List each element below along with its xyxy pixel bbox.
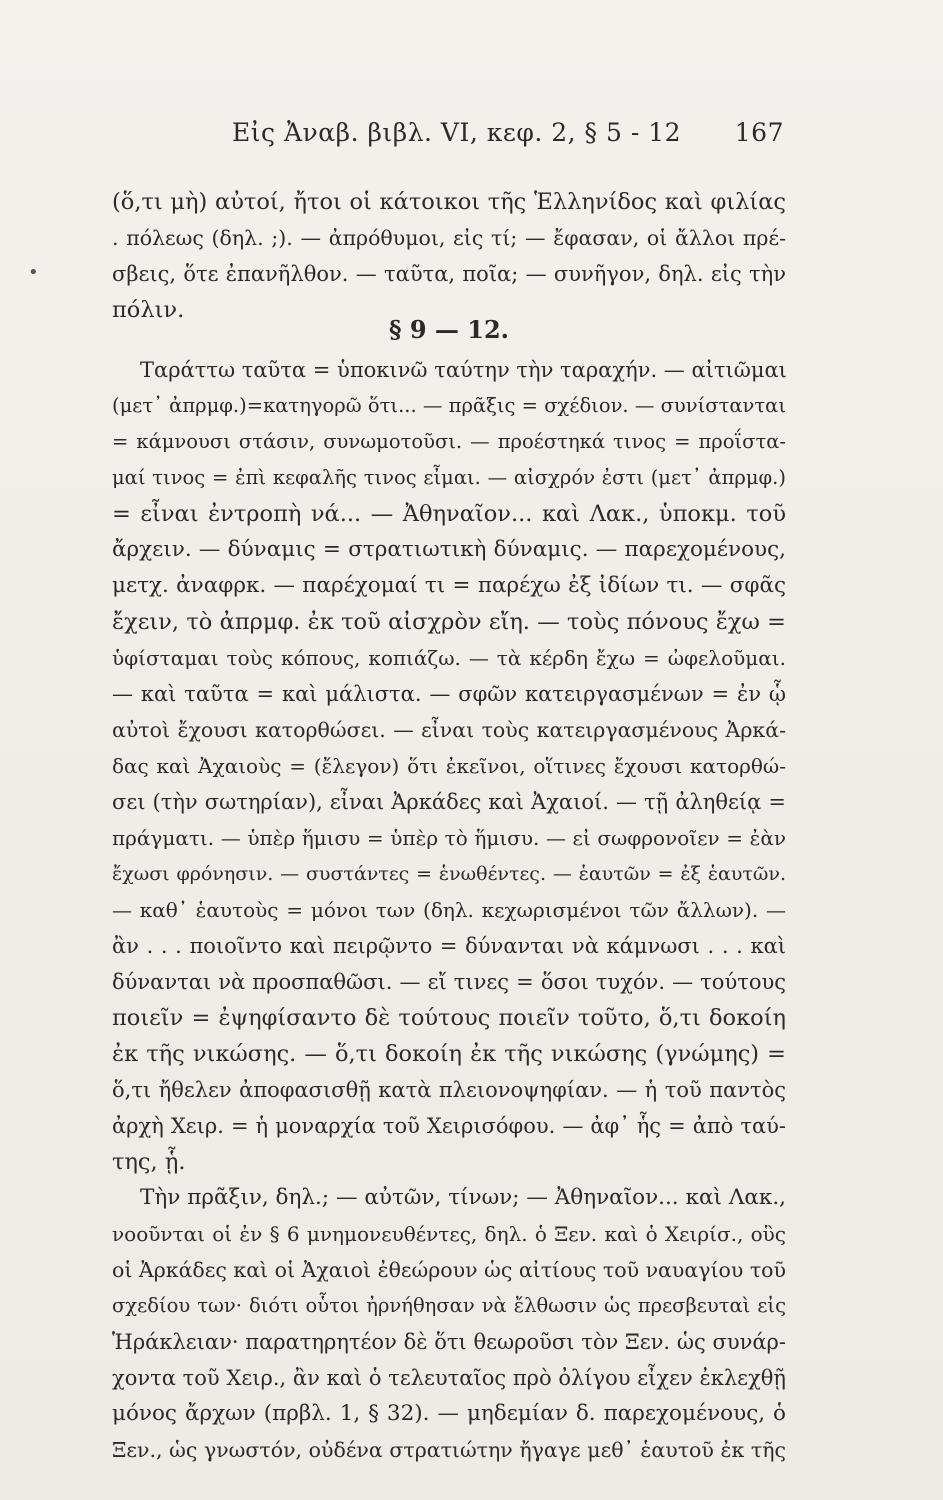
margin-mark: •	[28, 262, 39, 283]
text-line: ἂν . . . ποιοῖντο καὶ πειρῷντο = δύνανται νὰ κάμνωσι . . . καὶ	[112, 934, 786, 958]
text-line: ἄρχειν. — δύναμις = στρατιωτικὴ δύναμις. — παρεχομένους,	[112, 537, 786, 562]
text-line: Τὴν πρᾶξιν, δηλ.; — αὐτῶν, τίνων; — Ἀθηναῖον... καὶ Λακ.,	[140, 1185, 786, 1210]
text-line: ὑφίσταμαι τοὺς κόπους, κοπιάζω. — τὰ κέρδη ἔχω = ὠφελοῦμαι.	[112, 646, 786, 670]
text-line: ποιεῖν = ἐψηφίσαντο δὲ τούτους ποιεῖν τοῦτο, ὅ,τι δοκοίη	[112, 1005, 786, 1031]
text-line: — καθ᾿ ἑαυτοὺς = μόνοι των (δηλ. κεχωρισμένοι τῶν ἄλλων). —	[112, 898, 786, 922]
text-line: = εἶναι ἐντροπὴ νά... — Ἀθηναῖον... καὶ Λακ., ὑποκμ. τοῦ	[112, 501, 786, 527]
text-line: της, ᾗ.	[112, 1149, 186, 1175]
page-number: 167	[734, 118, 784, 147]
text-line: Ξεν., ὡς γνωστόν, οὐδένα στρατιώτην ἤγαγε μεθ᾿ ἑαυτοῦ ἐκ τῆς	[112, 1438, 786, 1462]
text-line: δύνανται νὰ προσπαθῶσι. — εἴ τινες = ὅσοι τυχόν. — τούτους	[112, 970, 786, 994]
text-line: ἔχειν, τὸ ἀπρμφ. ἐκ τοῦ αἰσχρὸν εἴη. — τοὺς πόνους ἔχω =	[112, 609, 786, 635]
text-line: πόλιν.	[112, 297, 185, 323]
text-line: σει (τὴν σωτηρίαν), εἶναι Ἀρκάδες καὶ Ἀχαιοί. — τῇ ἀληθείᾳ =	[112, 790, 786, 814]
text-line: οἱ Ἀρκάδες καὶ οἱ Ἀχαιοὶ ἐθεώρουν ὡς αἰτίους τοῦ ναυαγίου τοῦ	[112, 1258, 786, 1282]
section-heading: § 9 — 12.	[388, 315, 510, 344]
text-line: αὐτοὶ ἔχουσι κατορθώσει. — εἶναι τοὺς κατειργασμένους Ἀρκά-	[112, 718, 786, 742]
text-line: Ταράττω ταῦτα = ὑποκινῶ ταύτην τὴν ταραχήν. — αἰτιῶμαι	[140, 358, 787, 382]
text-line: μαί τινος = ἐπὶ κεφαλῆς τινος εἶμαι. — αἰσχρόν ἐστι (μετ᾿ ἀπρμφ.)	[112, 466, 786, 489]
text-line: μόνος ἄρχων (πρβλ. 1, § 32). — μηδεμίαν δ. παρεχομένους, ὁ	[112, 1401, 786, 1426]
text-line: = κάμνουσι στάσιν, συνωμοτοῦσι. — προέστηκά τινος = προΐστα-	[112, 430, 786, 453]
text-line: ἐκ τῆς νικώσης. — ὅ,τι δοκοίη ἐκ τῆς νικώσης (γνώμης) =	[112, 1041, 786, 1067]
text-line: . πόλεως (δηλ. ;). — ἀπρόθυμοι, εἰς τί; — ἔφασαν, οἱ ἄλλοι πρέ-	[112, 226, 786, 250]
text-line: νοοῦνται οἱ ἐν § 6 μνημονευθέντες, δηλ. ὁ Ξεν. καὶ ὁ Χειρίσ., οὓς	[112, 1222, 786, 1246]
text-line: — καὶ ταῦτα = καὶ μάλιστα. — σφῶν κατειργασμένων = ἐν ᾧ	[112, 682, 786, 706]
text-line: πράγματι. — ὑπὲρ ἥμισυ = ὑπὲρ τὸ ἥμισυ. — εἰ σωφρονοῖεν = ἐὰν	[112, 826, 786, 850]
text-line: (ὅ,τι μὴ) αὐτοί, ἤτοι οἱ κάτοικοι τῆς Ἑλληνίδος καὶ φιλίας	[112, 189, 786, 215]
text-line: σβεις, ὅτε ἐπανῆλθον. — ταῦτα, ποῖα; — συνῆγον, δηλ. εἰς τὴν	[112, 262, 786, 286]
text-line: ὅ,τι ἤθελεν ἀποφασισθῇ κατὰ πλειονοψηφίαν. — ἡ τοῦ παντὸς	[112, 1078, 786, 1102]
text-line: σχεδίου των· διότι οὗτοι ἠρνήθησαν νὰ ἔλθωσιν ὡς πρεσβευταὶ εἰς	[112, 1294, 786, 1317]
running-title: Εἰς Ἀναβ. βιβλ. VI, κεφ. 2, § 5 - 12	[232, 118, 682, 147]
text-line: ἔχωσι φρόνησιν. — συστάντες = ἑνωθέντες. — ἑαυτῶν = ἐξ ἑαυτῶν.	[112, 863, 786, 885]
text-line: χοντα τοῦ Χειρ., ἂν καὶ ὁ τελευταῖος πρὸ ὀλίγου εἶχεν ἐκλεχθῇ	[112, 1366, 786, 1390]
text-line: (μετ᾿ ἀπρμφ.)=κατηγορῶ ὅτι... — πρᾶξις = σχέδιον. — συνίστανται	[112, 394, 786, 417]
text-line: ἀρχὴ Χειρ. = ἡ μοναρχία τοῦ Χειρισόφου. — ἀφ᾿ ἧς = ἀπὸ ταύ-	[112, 1114, 786, 1138]
text-line: δας καὶ Ἀχαιοὺς = (ἔλεγον) ὅτι ἐκεῖνοι, οἵτινες ἔχουσι κατορθώ-	[112, 754, 786, 778]
text-line: μετχ. ἀναφρκ. — παρέχομαί τι = παρέχω ἐξ ἰδίων τι. — σφᾶς	[112, 573, 786, 598]
text-line: Ἡράκλειαν· παρατηρητέον δὲ ὅτι θεωροῦσι τὸν Ξεν. ὡς συνάρ-	[112, 1330, 786, 1354]
page-header	[0, 118, 943, 154]
